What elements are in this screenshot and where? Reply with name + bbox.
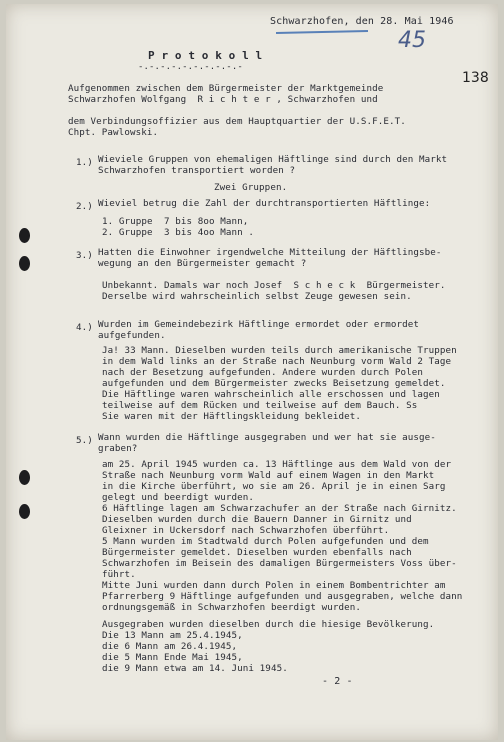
q5-answer-line: Die 13 Mann am 25.4.1945, [102, 630, 243, 641]
q4-question: Wurden im Gemeindebezirk Häftlinge ermordet oder ermordet [98, 319, 419, 330]
q5-answer-line: Straße nach Neunburg vorm Wald auf einem Wagen in den Markt [102, 470, 435, 481]
document-page [6, 4, 498, 740]
q1-question: Wieviele Gruppen von ehemaligen Häftlinge sind durch den Markt [98, 154, 448, 165]
q2-answer: 1. Gruppe 7 bis 8oo Mann, [102, 216, 249, 227]
q4-question: aufgefunden. [98, 330, 166, 341]
q5-answer-line: die 9 Mann etwa am 14. Juni 1945. [102, 663, 288, 674]
q4-number: 4.) [76, 322, 93, 333]
punch-hole [19, 256, 30, 271]
page-number: - 2 - [322, 676, 353, 687]
q5-answer-line: 6 Häftlinge lagen am Schwarzachufer an der Straße nach Girnitz. [102, 503, 457, 514]
q5-answer-block [102, 459, 462, 674]
q4-answer-line: aufgefunden und dem Bürgermeister zwecks Beisetzung gemeldet. [102, 378, 446, 389]
punch-hole [19, 504, 30, 519]
q1-question: Schwarzhofen transportiert worden ? [98, 165, 296, 176]
q5-answer-line: in die Kirche überführt, wo sie am 26. April je in einen Sarg [102, 481, 446, 492]
intro-line: Chpt. Pawlowski. [68, 127, 159, 138]
q5-answer-line: Gleixner in Uckersdorf nach Schwarzhofen überführt. [102, 525, 390, 536]
intro-line: dem Verbindungsoffizier aus dem Hauptquartier der U.S.F.E.T. [68, 116, 406, 127]
q5-answer-line: ordnungsgemäß in Schwarzhofen beerdigt wurden. [102, 602, 362, 613]
q4-answer-line: Sie waren mit der Häftlingskleidung bekleidet. [102, 411, 362, 422]
q4-answer-line: nach der Besetzung aufgefunden. Andere wurden durch Polen [102, 367, 423, 378]
intro-line [68, 105, 406, 116]
q2-answer: 2. Gruppe 3 bis 4oo Mann . [102, 227, 255, 238]
q4-answer-line: in dem Wald links an der Straße nach Neunburg vorm Wald 2 Tage [102, 356, 452, 367]
q1-answer: Zwei Gruppen. [214, 182, 288, 193]
q3-question: wegung an den Bürgermeister gemacht ? [98, 258, 307, 269]
blue-pen-underline [276, 30, 368, 34]
document-title: P r o t o k o l l [148, 49, 263, 62]
punch-hole [19, 228, 30, 243]
q5-answer-line: Schwarzhofen im Beisein des damaligen Bürgermeisters Voss über- [102, 558, 457, 569]
q3-question: Hatten die Einwohner irgendwelche Mitteilung der Häftlingsbe- [98, 247, 442, 258]
intro-line: Aufgenommen zwischen dem Bürgermeister der Marktgemeinde [68, 83, 384, 94]
q5-answer-line: Pfarrerberg 9 Häftlinge aufgefunden und ausgegraben, welche dann [102, 591, 463, 602]
q5-question: graben? [98, 443, 138, 454]
q5-answer-line: führt. [102, 569, 136, 580]
q2-number: 2.) [76, 201, 93, 212]
q1-number: 1.) [76, 157, 93, 168]
title-underline: -.-.-.-.-.-.-.-.-.- [138, 62, 243, 72]
q5-number: 5.) [76, 435, 93, 446]
q3-number: 3.) [76, 250, 93, 261]
q5-answer-line: die 6 Mann am 26.4.1945, [102, 641, 238, 652]
place-date: Schwarzhofen, den 28. Mai 1946 [270, 16, 454, 27]
q3-answer: Unbekannt. Damals war noch Josef S c h e c k Bürgermeister. [102, 280, 446, 291]
q5-answer-line: Dieselben wurden durch die Bauern Danner in Girnitz und [102, 514, 412, 525]
q5-answer-line: Mitte Juni wurden dann durch Polen in einem Bombentrichter am [102, 580, 446, 591]
q4-answer-line: teilweise auf dem Rücken und teilweise auf dem Bauch. Ss [102, 400, 418, 411]
q5-answer-line: Bürgermeister gemeldet. Dieselben wurden ebenfalls nach [102, 547, 412, 558]
intro-block [68, 83, 406, 138]
q5-answer-line: 5 Mann wurden im Stadtwald durch Polen aufgefunden und dem [102, 536, 429, 547]
q4-answer-line: Ja! 33 Mann. Dieselben wurden teils durch amerikanische Truppen [102, 345, 457, 356]
archive-number: 138 [462, 70, 489, 86]
intro-line: Schwarzhofen Wolfgang R i c h t e r , Schwarzhofen und [68, 94, 378, 105]
q5-answer-line: am 25. April 1945 wurden ca. 13 Häftlinge aus dem Wald von der [102, 459, 452, 470]
q3-answer: Derselbe wird wahrscheinlich selbst Zeuge gewesen sein. [102, 291, 412, 302]
q4-answer-block [102, 345, 457, 422]
handwritten-number: 45 [398, 28, 426, 53]
punch-hole [19, 470, 30, 485]
q5-answer-line: gelegt und beerdigt wurden. [102, 492, 255, 503]
q5-answer-line: die 5 Mann Ende Mai 1945, [102, 652, 243, 663]
q5-answer-line: Ausgegraben wurden dieselben durch die hiesige Bevölkerung. [102, 619, 435, 630]
q5-question: Wann wurden die Häftlinge ausgegraben und wer hat sie ausge- [98, 432, 436, 443]
q2-question: Wieviel betrug die Zahl der durchtransportierten Häftlinge: [98, 198, 431, 209]
q4-answer-line: Die Häftlinge waren wahrscheinlich alle erschossen und lagen [102, 389, 440, 400]
